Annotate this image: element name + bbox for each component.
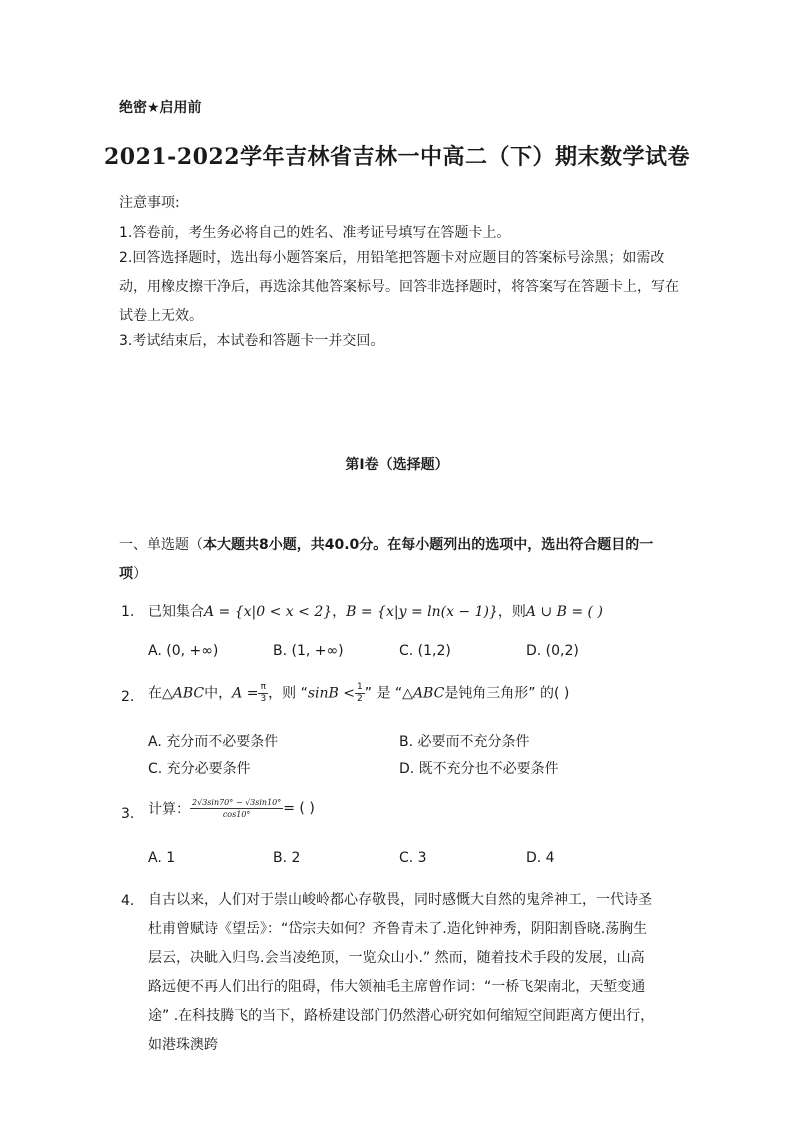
q3-text: 计算：	[148, 801, 190, 818]
note-item-3: 3.考试结束后，本试卷和答题卡一并交回。	[119, 333, 385, 349]
q3-tail: = ( )	[283, 800, 315, 817]
question-4-text: 自古以来，人们对于崇山峻岭都心存敬畏，同时感慨大自然的鬼斧神工，一代诗圣杜甫曾赋诗《望岳》：“岱宗夫如何？齐鲁青未了.造化钟神秀，阴阳割昏晓.荡胸生层云，决眦入归鸟.会当凌绝顶，一览众山小.” 然而，随着技术手段的发展，山高路远便不再人们出行的阻碍，伟大领袖毛主席曾作词：“一桥飞架南北，天堑变通途” .在科技腾飞的当下，路桥建设部门仍然潜心研究如何缩短空间距离方便出行，如港珠澳跨	[148, 892, 655, 1053]
q3-option-c: C. 3	[399, 850, 427, 866]
q1-set-b: B = {x|y = ln(x − 1)}	[346, 604, 498, 620]
question-3-number: 3.	[121, 806, 135, 822]
q2-option-c: C. 充分必要条件	[148, 761, 251, 777]
q2-text-b: 中，	[204, 685, 233, 702]
q1-option-a: A. (0, +∞)	[148, 643, 219, 659]
q2-text-d: ” 是 “	[364, 685, 403, 702]
note-item-2: 2.回答选择题时，选出每小题答案后，用铅笔把答题卡对应题目的答案标号涂黑；如需改动，用橡皮擦干净后，再选涂其他答案标号。回答非选择题时，将答案写在答题卡上，写在试卷上无效。	[119, 250, 679, 324]
q3-option-b: B. 2	[273, 850, 301, 866]
note-item-1: 1.答卷前，考生务必将自己的姓名、准考证号填写在答题卡上。	[119, 225, 511, 241]
question-4-number: 4.	[121, 893, 135, 909]
q3-frac-num: 2√3sin70° − √3sin10°	[192, 798, 282, 807]
q2-option-b: B. 必要而不充分条件	[399, 734, 530, 750]
q1-option-b: B. (1, +∞)	[273, 643, 344, 659]
section-prefix: 一、单选题（	[119, 537, 203, 553]
confidential-label: 绝密★启用前	[119, 100, 202, 116]
q2-sinb: sinB <	[307, 685, 356, 702]
q2-text-c: ，则 “	[268, 685, 308, 702]
q2-triangle-2: △ABC	[402, 685, 445, 702]
q2-pi-num: π	[258, 682, 268, 694]
q3-option-a: A. 1	[148, 850, 176, 866]
q1-expr: A ∪ B = ( )	[525, 604, 603, 620]
q2-text-e: 是钝角三角形” 的( )	[444, 685, 570, 702]
q3-fraction	[190, 797, 283, 820]
q1-set-a: A = {x|0 < x < 2}	[204, 604, 333, 620]
q3-option-d: D. 4	[526, 850, 555, 866]
q2-pi-den: 3	[260, 694, 267, 704]
q2-half-num: 1	[357, 682, 363, 692]
q2-text-a: 在	[148, 685, 162, 702]
q1-option-d: D. (0,2)	[526, 643, 579, 659]
question-2-text	[148, 682, 569, 705]
q2-half-fraction	[355, 682, 365, 705]
q1-option-c: C. (1,2)	[399, 643, 451, 659]
q1-text-a: 已知集合	[148, 604, 204, 620]
section-instructions: 本大题共8小题，共40.0分。在每小题列出的选项中，选出符合题目的一项	[119, 537, 654, 582]
volume-title: 第I卷（选择题）	[345, 457, 449, 473]
question-3-text	[148, 797, 315, 820]
q2-half-den: 2	[357, 694, 363, 704]
notes-heading: 注意事项:	[119, 195, 180, 211]
q2-triangle: △ABC	[162, 685, 205, 702]
page-title: 2021-2022学年吉林省吉林一中高二（下）期末数学试卷	[103, 144, 691, 170]
question-1-number: 1.	[121, 604, 135, 620]
q2-option-d: D. 既不充分也不必要条件	[399, 761, 559, 777]
question-1-text	[148, 601, 603, 621]
q2-a-eq: A =	[232, 685, 259, 702]
q2-option-a: A. 充分而不必要条件	[148, 734, 279, 750]
q1-sep: ，	[332, 604, 347, 620]
q1-text-b: ，则	[497, 604, 526, 620]
section-heading	[119, 531, 679, 589]
q3-frac-den: cos10°	[222, 810, 251, 819]
q2-pi-fraction	[258, 682, 268, 705]
section-suffix: ）	[133, 566, 147, 582]
question-2-number: 2.	[121, 689, 135, 705]
